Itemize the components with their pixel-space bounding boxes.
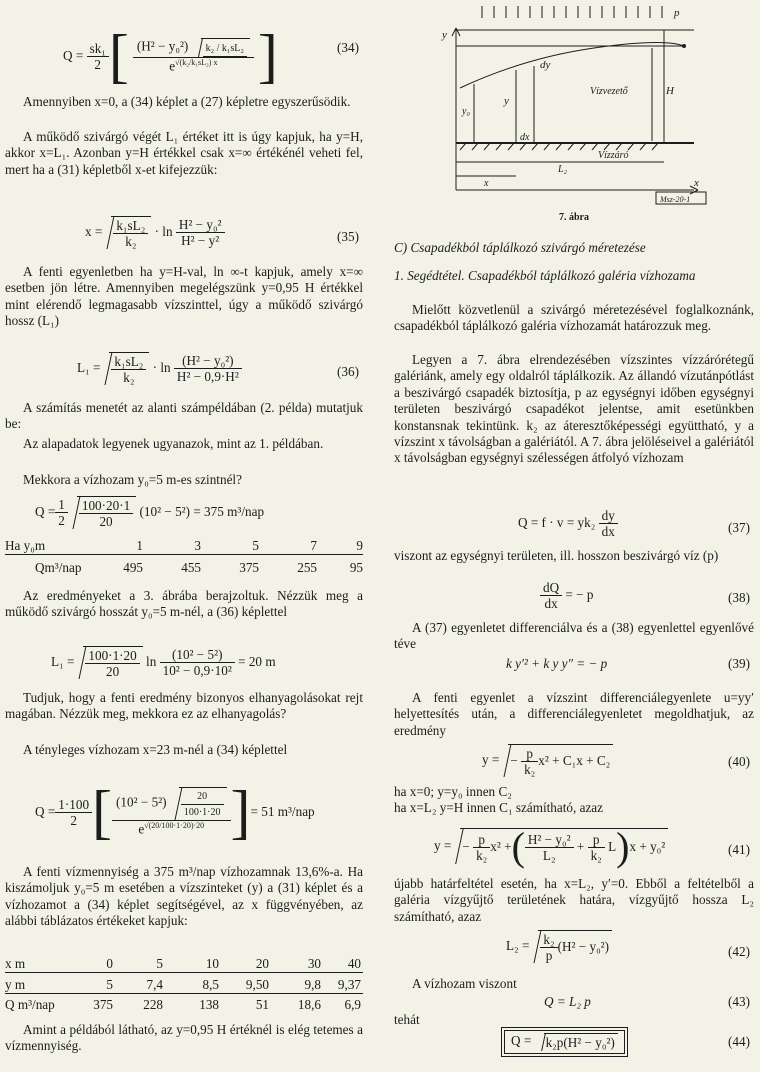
- paragraph: Amennyiben x=0, a (34) képlet a (27) képletre egyszerűsödik.: [23, 94, 351, 109]
- figure-caption: 7. ábra: [559, 212, 589, 223]
- label-L2: L₂: [558, 164, 568, 175]
- equation-34: Q = $\frac{\text{sk₁}}{2}$ [ (H² − y₀²) k₂ / k₁sL₂ $e^{√(k_2/k_1sL_2) x}$ ] (34): [63, 23, 359, 89]
- label-H: H: [666, 85, 674, 97]
- paragraph: Az eredményeket a 3. ábrába berajzoltuk. Nézzük meg a működő szivárgó hosszát y₀=5 m-nél, a (36) képlettel: [5, 588, 363, 620]
- boxed-result: Q = k₂p(H² − y₀²): [504, 1030, 625, 1054]
- section-title: C) Csapadékból táplálkozó szivárgó méretezése: [394, 240, 646, 255]
- equation-43: Q = L₂ p (43): [544, 994, 750, 1009]
- paragraph: Mekkora a vízhozam y₀=5 m-es szintnél?: [23, 472, 242, 487]
- calculation-2: L₁ = $\frac{100\cdot 1\cdot 20}{20}$ ln $\frac{\text{(10² − 5²)}}{\text{10² − 0,9·10²}}$ = 20 m: [51, 647, 276, 679]
- label-p: p: [674, 7, 680, 19]
- galeria-diagram: [394, 0, 754, 232]
- paragraph: újabb határfeltétel esetén, ha x=L₂, y′=0. Ebből a feltételből a galéria vízgyűjtő területének határa, vízgyűjtő hossza L₂ számítható, azaz: [394, 876, 754, 924]
- table-1: Ha y₀m 1 3 5 7 9 Qm³/nap 495 455 375 255 95: [5, 538, 363, 575]
- label-y: y: [504, 95, 509, 107]
- paragraph: Tudjuk, hogy a fenti eredmény bizonyos elhanyagolásokat rejt magában. Nézzük meg, mekkora ez az elhanyagolás?: [5, 690, 363, 722]
- paragraph: A működő szivárgó végét L₁ értéket itt is úgy kapjuk, ha y=H, akkor x=L₁. Azonban y=H értékkel csak x=∞ értékénél veheti fel, mert ha a (31) képletből x-et kifejezzük:: [5, 129, 363, 177]
- equation-42: L₂ = $\frac{\text{k₂}}{p}$ (H² − y₀²) (42): [506, 932, 750, 963]
- paragraph: Amint a példából látható, az y=0,95 H értéknél is elég tetemes a vízmennyiség.: [5, 1022, 363, 1054]
- equation-40: y = − $\frac{p}{\text{k₂}}$ x² + C₁x + C₂ (40): [482, 746, 750, 777]
- subsection-title: 1. Segédtétel. Csapadékból táplálkozó galéria vízhozama: [394, 268, 696, 283]
- equation-41: y = − $\frac{p}{\text{k₂}}$ x² + ( $\frac{\text{H² − y₀²}}{\text{L₂}}$ + $\frac{p}{\text{k₂}}$ L ) x + y₀² (41): [434, 824, 750, 869]
- paragraph: A tényleges vízhozam x=23 m-nél a (34) képlettel: [23, 742, 288, 757]
- label-ref: Msz-20-1: [660, 195, 691, 204]
- calculation-3: Q = $\frac{1\cdot 100}{2}$ [ (10² − 5²) $\frac{20}{100\cdot 1\cdot 20}$ $e^{√(20/100\cdot 1\cdot 20)\cdot 20}$ ] = 51 m³/nap: [35, 779, 315, 845]
- paragraph: ha x=L₂ y=H innen C₁ számítható, azaz: [394, 800, 603, 815]
- equation-36: L₁ = $\frac{\text{k₁sL₂}}{\text{k₂}}$ · ln $\frac{\text{(H² − y₀²)}}{\text{H² − 0,9·H²}}$ (36): [77, 353, 359, 385]
- hatching: [460, 143, 658, 150]
- table-2: x m 0 5 10 20 30 40 y m 5 7,4 8,5 9,50 9,8 9,37 Q m³/nap 375 228 138 51 18,6 6,9: [5, 956, 361, 1012]
- end-point: [682, 44, 686, 48]
- paragraph: Az alapadatok legyenek ugyanazok, mint az 1. példában.: [23, 436, 324, 451]
- figure-7: [394, 0, 754, 232]
- rain-arrows: [482, 6, 662, 18]
- calculation-1: Q = $\frac{1}{2}$ $\frac{100\cdot 20\cdot 1}{20}$ (10² − 5²) = 375 m³/nap: [35, 497, 265, 529]
- paragraph: tehát: [394, 1012, 420, 1027]
- equation-35: x = $\frac{\text{k₁sL₂}}{\text{k₂}}$ · ln $\frac{\text{H² − y₀²}}{\text{H² − y²}}$ (35): [85, 217, 359, 249]
- label-x: x: [484, 178, 489, 189]
- equation-39: k y′² + k y y″ = − p (39): [506, 656, 750, 671]
- label-x-axis: x: [694, 177, 699, 189]
- paragraph: A vízhozam viszont: [412, 976, 517, 991]
- paragraph: viszont az egységnyi területen, ill. hosszon beszivárgó víz (p): [394, 548, 719, 563]
- label-y-axis: y: [442, 29, 447, 41]
- paragraph: A fenti egyenlet a vízszint differenciálegyenlete u=yy′ helyettesítés után, a differenciálegyenletet megoldhatjuk, az eredmény: [394, 690, 754, 738]
- label-dx: dx: [520, 132, 530, 143]
- paragraph: Mielőtt közvetlenül a szivárgó méretezésével foglalkoznánk, csapadékból táplálkozó galéria vízhozamát határozzuk meg.: [394, 302, 754, 334]
- paragraph: Legyen a 7. ábra elrendezésében vízszintes vízzárórétegű galériánk, amely egy oldalról táplálkozik. Az állandó vízutánpótlást a beszivárgó csapadék biztosítja, p az egységnyi időben egységnyi területen beszivárgó csapadékot jelentse, amit esetünkben konstansnak tekintünk. k₂ az áteresztőképességi együttható, y a vízszint x távolságban a galériától. A 7. ábra jelöléseivel a galériától x távolságban egységnyi szélességen átfolyó vízhozam: [394, 352, 754, 466]
- paragraph: ha x=0; y=y₀ innen C₂: [394, 784, 512, 799]
- label-vizvezeto: Vízvezető: [590, 86, 628, 97]
- equation-44: Q = k₂p(H² − y₀²) (44): [394, 1030, 754, 1058]
- label-vizzaro: Vízzáró: [598, 150, 629, 161]
- paragraph: A (37) egyenletet differenciálva és a (38) egyenlettel egyenlővé téve: [394, 620, 754, 652]
- label-y0: y₀: [462, 106, 470, 117]
- paragraph: A számítás menetét az alanti számpéldában (2. példa) mutatjuk be:: [5, 400, 363, 432]
- equation-37: Q = f · v = yk₂ $\frac{dy}{dx}$ (37): [518, 508, 750, 539]
- paragraph: A fenti egyenletben ha y=H-val, ln ∞-t kapjuk, amely x=∞ esetben jön létre. Amennyiben megelégszünk y=0,95 H értékkel mint elérendő legmagasabb vízszinttel, úgy a működő szivárgó hossz (L₁): [5, 264, 363, 329]
- paragraph: A fenti vízmennyiség a 375 m³/nap vízhozamnak 13,6%-a. Ha kiszámoljuk y₀=5 m esetében a vízszinteket (y) a (31) képlet és a vízhozamot a (34) képlet segítségével, az x függvényében, az alábbi táblázatos értékeket kapjuk:: [5, 864, 363, 929]
- equation-38: $\frac{dQ}{dx}$ = − p (38): [394, 578, 754, 618]
- label-dy: dy: [540, 59, 551, 71]
